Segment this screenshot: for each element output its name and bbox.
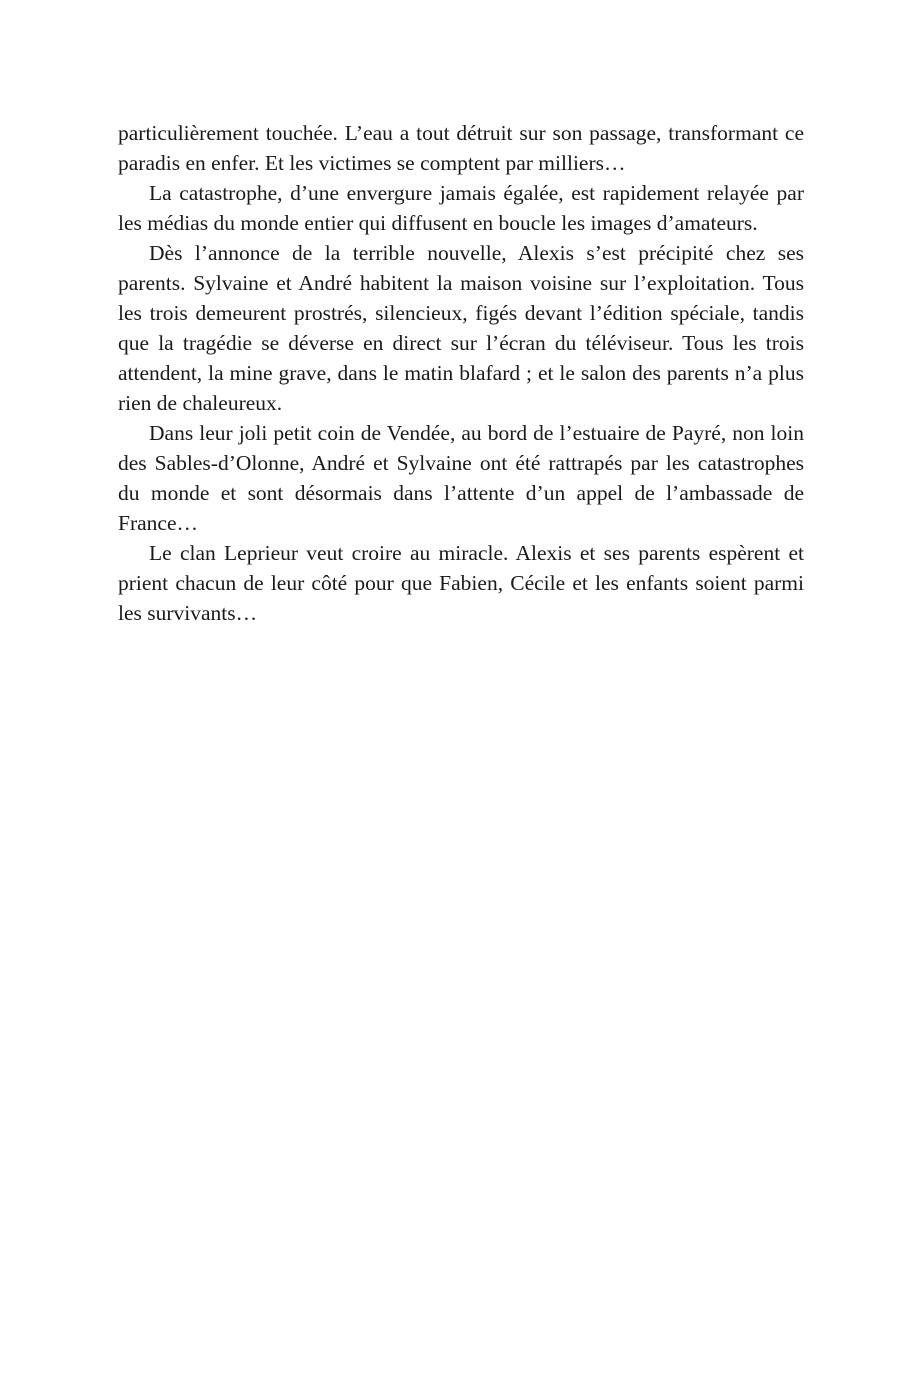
paragraph: Le clan Leprieur veut croire au miracle. Alexis et ses parents espèrent et prient chacun de leur côté pour que Fabien, Cécile et les enfants soient parmi les survivants… bbox=[118, 541, 804, 625]
paragraph: Dans leur joli petit coin de Vendée, au bord de l’estuaire de Payré, non loin des Sables-d’Olonne, André et Sylvaine ont été rattrapés par les catastrophes du monde et sont désormais dans l’attente d’un appel de l’ambassade de France… bbox=[118, 421, 804, 535]
body-text bbox=[118, 118, 804, 628]
paragraph: Dès l’annonce de la terrible nouvelle, Alexis s’est précipité chez ses parents. Sylvaine et André habitent la maison voisine sur l’exploitation. Tous les trois demeurent prostrés, silencieux, figés devant l’édition spéciale, tandis que la tragédie se déverse en direct sur l’écran du téléviseur. Tous les trois attendent, la mine grave, dans le matin blafard ; et le salon des parents n’a plus rien de chaleureux. bbox=[118, 241, 804, 415]
paragraph: La catastrophe, d’une envergure jamais égalée, est rapidement relayée par les médias du monde entier qui diffusent en boucle les images d’amateurs. bbox=[118, 181, 804, 235]
paragraph-continued: particulièrement touchée. L’eau a tout détruit sur son passage, transformant ce paradis en enfer. Et les victimes se comptent par milliers… bbox=[118, 121, 804, 175]
